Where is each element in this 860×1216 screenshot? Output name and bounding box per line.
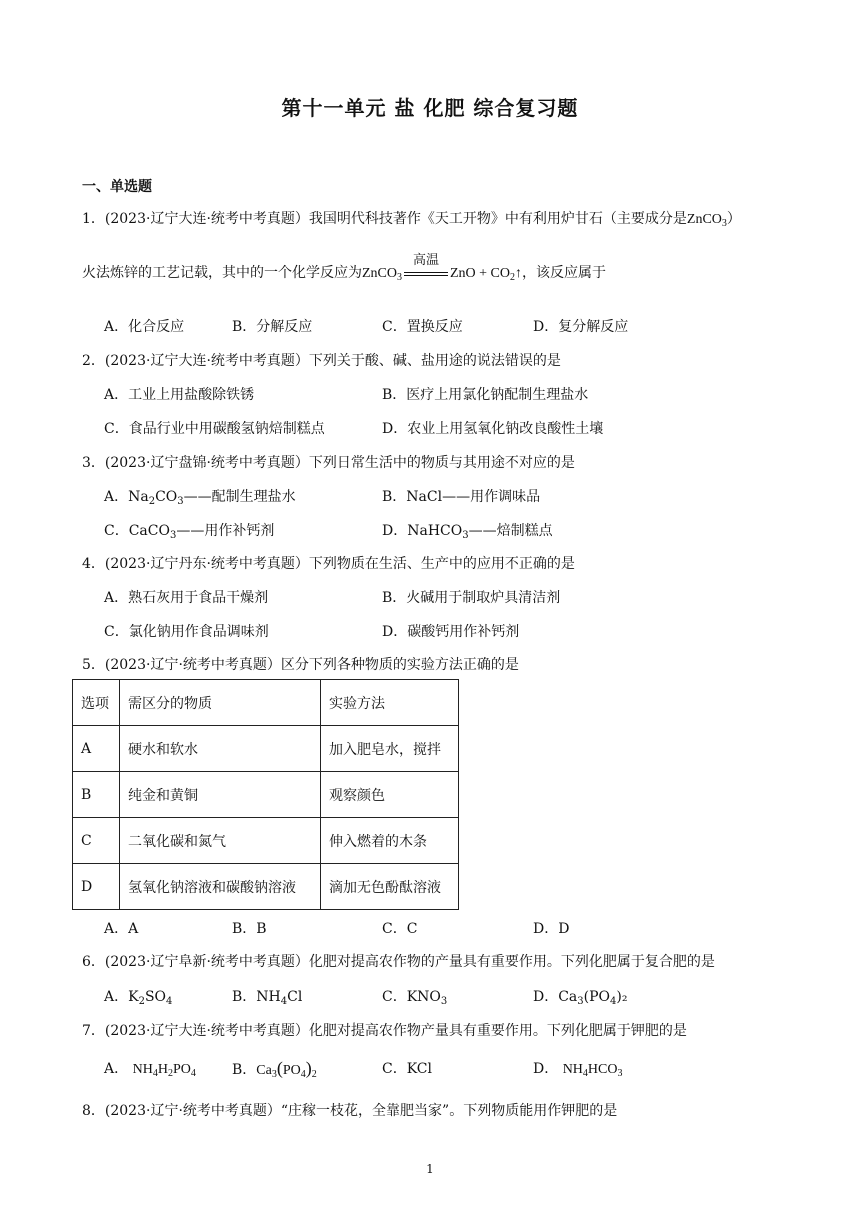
table-cell: D (73, 864, 120, 910)
option-c[interactable]: C．KCl (382, 1061, 432, 1077)
formula: $Ca_3(PO_4)_2$ (256, 1058, 317, 1080)
option-d[interactable]: D．碳酸钙用作补钙剂 (382, 624, 520, 640)
option-b[interactable]: B．NaCl——用作调味品 (382, 489, 541, 505)
table-cell: C (73, 818, 120, 864)
option-d[interactable]: D．D (533, 921, 570, 937)
option-a[interactable]: A． $NH_4H_2PO_4$ (104, 1061, 196, 1079)
question-8-stem: 8．(2023·辽宁·统考中考真题）“庄稼一枝花，全靠肥当家”。下列物质能用作钾肥的是 (82, 1103, 618, 1119)
page-title: 第十一单元 盐 化肥 综合复习题 (281, 96, 579, 120)
option-a[interactable]: A．$Na_2CO_3——$配制生理盐水 (104, 489, 296, 507)
table-cell: 选项 (73, 680, 120, 726)
question-2-stem: 2．(2023·辽宁大连·统考中考真题）下列关于酸、碱、盐用途的说法错误的是 (82, 353, 561, 369)
option-a[interactable]: A．$K_2SO_4$ (104, 989, 173, 1007)
table-cell: 加入肥皂水，搅拌 (321, 726, 459, 772)
option-a[interactable]: A．熟石灰用于食品干燥剂 (104, 590, 269, 606)
option-a[interactable]: A．化合反应 (104, 319, 185, 335)
table-cell: 实验方法 (321, 680, 459, 726)
table-cell: 滴加无色酚酞溶液 (321, 864, 459, 910)
option-d[interactable]: D．NaHCO$_3$——焙制糕点 (382, 523, 553, 541)
equation: ZnCO$_3$ 高温 ZnO + $CO_2↑$ (362, 251, 523, 283)
table-cell: 需区分的物质 (120, 680, 321, 726)
option-b[interactable]: B．$Ca_3(PO_4)_2$ (232, 1058, 317, 1080)
table-cell: 硬水和软水 (120, 726, 321, 772)
table-cell: A (73, 726, 120, 772)
option-a[interactable]: A．工业上用盐酸除铁锈 (104, 387, 255, 403)
table-cell: 伸入燃着的木条 (321, 818, 459, 864)
option-b[interactable]: B．$NH_4Cl$ (232, 989, 303, 1007)
table-row (73, 726, 459, 772)
question-5-stem: 5．(2023·辽宁·统考中考真题）区分下列各种物质的实验方法正确的是 (82, 657, 519, 673)
question-1-line-1: 1．(2023·辽宁大连·统考中考真题）我国明代科技著作《天工开物》中有利用炉甘石（主要成分是ZnCO$_3$） (82, 211, 741, 229)
option-d[interactable]: D．$Ca_3(PO_4)_2$ (533, 989, 628, 1007)
table-row (73, 864, 459, 910)
option-d[interactable]: D．农业上用氢氧化钠改良酸性土壤 (382, 421, 604, 437)
question-1-line-2: 火法炼锌的工艺记载，其中的一个化学反应为ZnCO$_3$ 高温 ZnO + $CO_2↑$，该反应属于 (82, 251, 607, 283)
table-row (73, 818, 459, 864)
table-header-row (73, 680, 459, 726)
table-cell: 二氧化碳和氮气 (120, 818, 321, 864)
option-d[interactable]: D． $NH_4HCO_3$ (533, 1061, 623, 1079)
option-d[interactable]: D．复分解反应 (533, 319, 629, 335)
option-c[interactable]: C．置换反应 (382, 319, 463, 335)
formula: $NH_4HCO_3$ (562, 1062, 623, 1079)
question-4-stem: 4．(2023·辽宁丹东·统考中考真题）下列物质在生活、生产中的应用不正确的是 (82, 556, 575, 572)
option-b[interactable]: B．医疗上用氯化钠配制生理盐水 (382, 387, 589, 403)
option-c[interactable]: C．CaCO$_3$——用作补钙剂 (104, 523, 275, 541)
table-cell: 纯金和黄铜 (120, 772, 321, 818)
option-c[interactable]: C．食品行业中用碳酸氢钠焙制糕点 (104, 421, 325, 437)
formula: ZnCO$_3$ (686, 212, 727, 229)
table-row (73, 772, 459, 818)
section-heading: 一、单选题 (82, 179, 152, 195)
question-3-stem: 3．(2023·辽宁盘锦·统考中考真题）下列日常生活中的物质与其用途不对应的是 (82, 455, 575, 471)
option-b[interactable]: B．B (232, 921, 267, 937)
table-cell: 氢氧化钠溶液和碳酸钠溶液 (120, 864, 321, 910)
table-cell: 观察颜色 (321, 772, 459, 818)
option-b[interactable]: B．火碱用于制取炉具清洁剂 (382, 590, 561, 606)
option-c[interactable]: C．C (382, 921, 418, 937)
question-7-stem: 7．(2023·辽宁大连·统考中考真题）化肥对提高农作物产量具有重要作用。下列化肥属于钾肥的是 (82, 1023, 687, 1039)
formula: $NH_4H_2PO_4$ (132, 1062, 196, 1079)
table-cell: B (73, 772, 120, 818)
equals-condition: 高温 (404, 264, 448, 284)
question-6-stem: 6．(2023·辽宁阜新·统考中考真题）化肥对提高农作物的产量具有重要作用。下列化肥属于复合肥的是 (82, 954, 715, 970)
option-b[interactable]: B．分解反应 (232, 319, 313, 335)
page-number: 1 (426, 1162, 434, 1176)
question-1-stem: 1．(2023·辽宁大连·统考中考真题）我国明代科技著作《天工开物》中有利用炉甘石（主要成分是 (82, 211, 687, 227)
option-a[interactable]: A．A (104, 921, 139, 937)
comparison-table (72, 679, 459, 910)
option-c[interactable]: C．$KNO_3$ (382, 989, 448, 1007)
option-c[interactable]: C．氯化钠用作食品调味剂 (104, 624, 269, 640)
